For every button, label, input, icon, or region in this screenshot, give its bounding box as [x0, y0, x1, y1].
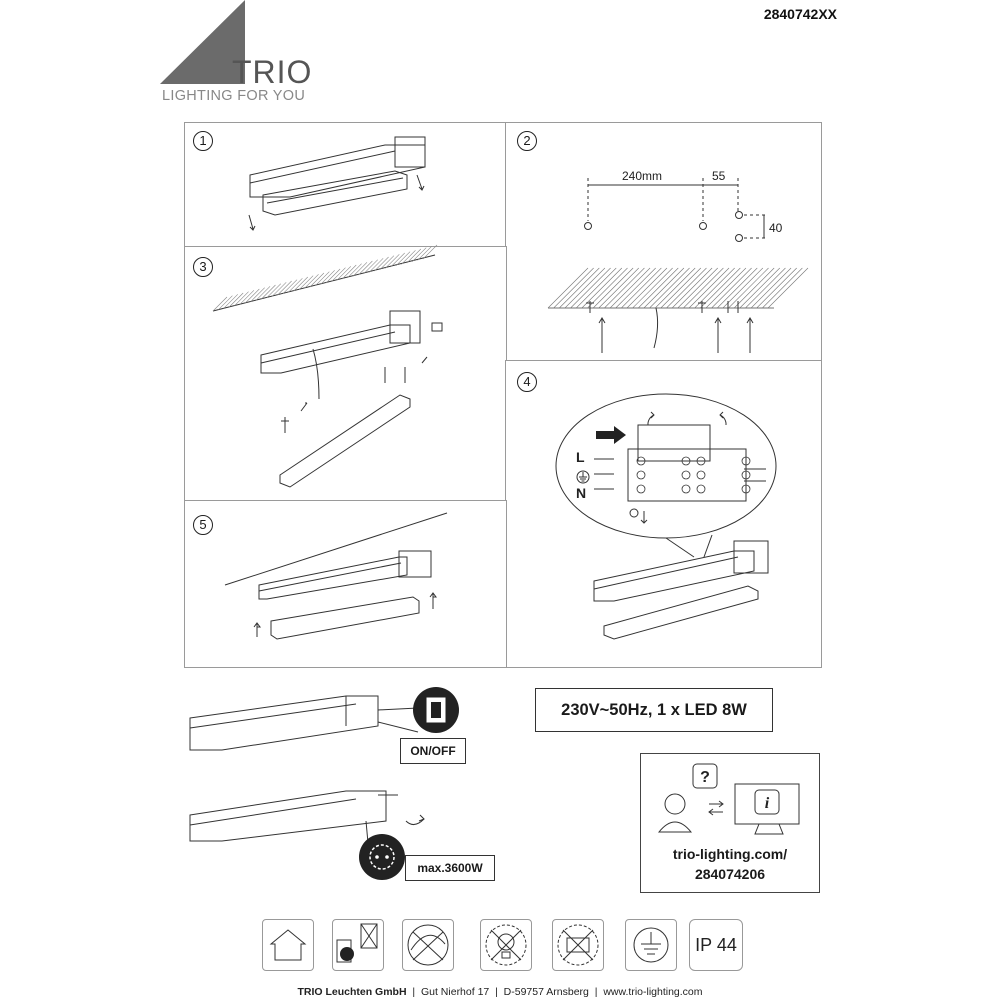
step-2-drilling-diagram [506, 123, 821, 361]
footer-address: Gut Nierhof 17 [420, 986, 490, 998]
indoor-icon [262, 919, 314, 971]
step-3-illustration [185, 247, 506, 501]
max-load-label: max.3600W [405, 855, 495, 881]
support-info-box [640, 753, 820, 893]
footer: TRIO Leuchten GmbH | Gut Nierhof 17 | D-59757 Arnsberg | www.trio-lighting.com [297, 986, 703, 998]
dimension-vertical: 40 [769, 221, 783, 235]
step-1-illustration [185, 123, 506, 247]
earth-wire-icon [575, 469, 591, 485]
svg-text:?: ? [700, 769, 710, 786]
step-1-panel [184, 122, 507, 248]
support-url[interactable]: trio-lighting.com/ [672, 846, 788, 862]
step-2-panel [505, 122, 822, 362]
step-5-illustration [185, 501, 506, 667]
dimension-spacing: 240mm [622, 169, 663, 183]
no-covering-icon [552, 919, 604, 971]
on-off-label: ON/OFF [400, 738, 466, 764]
step-3-number: 3 [193, 257, 213, 277]
dimension-offset: 55 [712, 169, 726, 183]
footer-city: D-59757 Arnsberg [503, 986, 589, 998]
wire-live-label: L [576, 449, 585, 465]
step-4-number: 4 [517, 372, 537, 392]
step-4-wiring-illustration [506, 361, 821, 667]
brand-tagline: LIGHTING FOR YOU [162, 88, 306, 104]
support-code: 284074206 [694, 866, 766, 882]
step-5-panel [184, 500, 507, 668]
step-4-panel [505, 360, 822, 668]
step-1-number: 1 [193, 131, 213, 151]
electrical-spec: 230V~50Hz, 1 x LED 8W [535, 688, 773, 732]
ip-rating-badge: IP 44 [689, 919, 743, 971]
article-number: 2840742XX [763, 6, 837, 22]
svg-text:i: i [764, 795, 770, 812]
footer-company: TRIO Leuchten GmbH [297, 986, 407, 998]
class-ii-icon [332, 919, 384, 971]
earth-ground-icon [625, 919, 677, 971]
wire-neutral-label: N [576, 485, 587, 501]
luminaire-switch-illustration [186, 688, 486, 778]
brand-name: TRIO [232, 54, 313, 90]
support-illustration [641, 754, 819, 844]
step-5-number: 5 [193, 515, 213, 535]
step-3-panel [184, 246, 507, 502]
led-not-replaceable-icon [480, 919, 532, 971]
no-dimmer-icon [402, 919, 454, 971]
footer-web[interactable]: www.trio-lighting.com [603, 986, 703, 998]
step-2-number: 2 [517, 131, 537, 151]
